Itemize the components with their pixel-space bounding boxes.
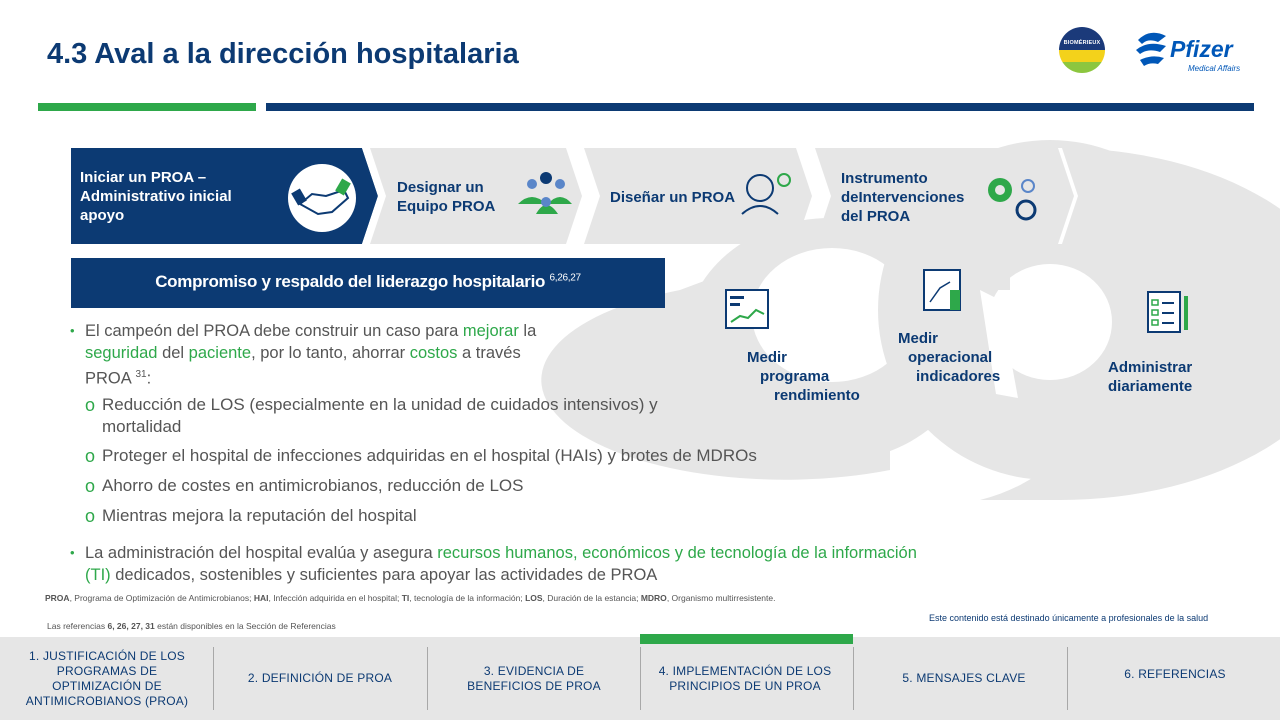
sub-bullet-reduce-los: o Reducción de LOS (especialmente en la unidad de cuidados intensivos) y mortalidad (85, 395, 658, 436)
process-step-3-label: Diseñar un PROA (610, 189, 736, 206)
nav-tab-referencias[interactable]: 6. REFERENCIAS (1124, 667, 1226, 681)
page-title: 4.3 Aval a la dirección hospitalaria (47, 38, 519, 70)
leadership-banner (71, 258, 665, 308)
sub-bullet-cost-savings: o Ahorro de costes en antimicrobianos, reducción de LOS (85, 476, 524, 496)
cycle-step-administer-daily: Administrar diariamente (1108, 359, 1193, 395)
abbreviations-note: PROA, Programa de Optimización de Antimicrobianos; HAI, Infección adquirida en el hospital; TI, tecnología de la información; LOS, Duración de la estancia; MDRO, Organismo multirresistente. (45, 593, 776, 603)
pfizer-logo-sub: Medical Affairs (1188, 64, 1241, 73)
nav-tab-justificacion[interactable]: 1. JUSTIFICACIÓN DE LOS PROGRAMAS DE OPTIMIZACIÓN DE ANTIMICROBIANOS (PROA) (25, 648, 189, 708)
sub-bullet-protect-hospital: o Proteger el hospital de infecciones adquiridas en el hospital (HAIs) y brotes de MDROs (85, 446, 757, 466)
cycle-step-measure-program: Medir programa rendimiento (747, 349, 860, 404)
process-step-4-label: Instrumento deIntervenciones del PROA (841, 170, 965, 225)
section-nav (0, 637, 1280, 720)
nav-tab-mensajes[interactable]: 5. MENSAJES CLAVE (902, 671, 1026, 685)
sub-bullet-reputation: o Mientras mejora la reputación del hospital (85, 506, 417, 526)
cycle-step-measure-operational: Medir operacional indicadores (898, 330, 1001, 385)
bullet-business-case: • El campeón del PROA debe construir un caso para mejorar la seguridad del paciente, por lo tanto, ahorrar costos a través PROA $^{31}$: (70, 322, 537, 388)
leadership-heading: Compromiso y respaldo del liderazgo hospitalario (155, 272, 546, 291)
bullet-resources: • La administración del hospital evalúa y asegura recursos humanos, económicos y de tecnología de la información (TI) dedicados, sostenibles y suficientes para apoyar las actividades de PROA (70, 544, 917, 584)
references-note: Las referencias 6, 26, 27, 31 están disponibles en la Sección de Referencias (47, 621, 336, 631)
pfizer-logo-word: Pfizer (1170, 36, 1233, 62)
process-step-2-label: Designar un Equipo PROA (397, 179, 496, 215)
hcp-notice: Este contenido está destinado únicamente a profesionales de la salud (929, 613, 1209, 623)
strategy-board-icon (924, 270, 960, 310)
dashboard-icon (726, 290, 768, 328)
biomerieux-logo-text: BIOMÉRIEUX (1059, 27, 1105, 50)
nav-tab-implementacion[interactable]: 4. IMPLEMENTACIÓN DE LOS PRINCIPIOS DE UN PROA (658, 663, 832, 693)
process-step-1-label: Iniciar un PROA – Administrativo inicial apoyo (80, 169, 232, 224)
leadership-refs: 6,26,27 (549, 272, 581, 284)
nav-tab-evidencia[interactable]: 3. EVIDENCIA DE BENEFICIOS DE PROA (467, 663, 601, 693)
handshake-icon (288, 164, 356, 232)
nav-tab-definicion[interactable]: 2. DEFINICIÓN DE PROA (247, 671, 393, 685)
